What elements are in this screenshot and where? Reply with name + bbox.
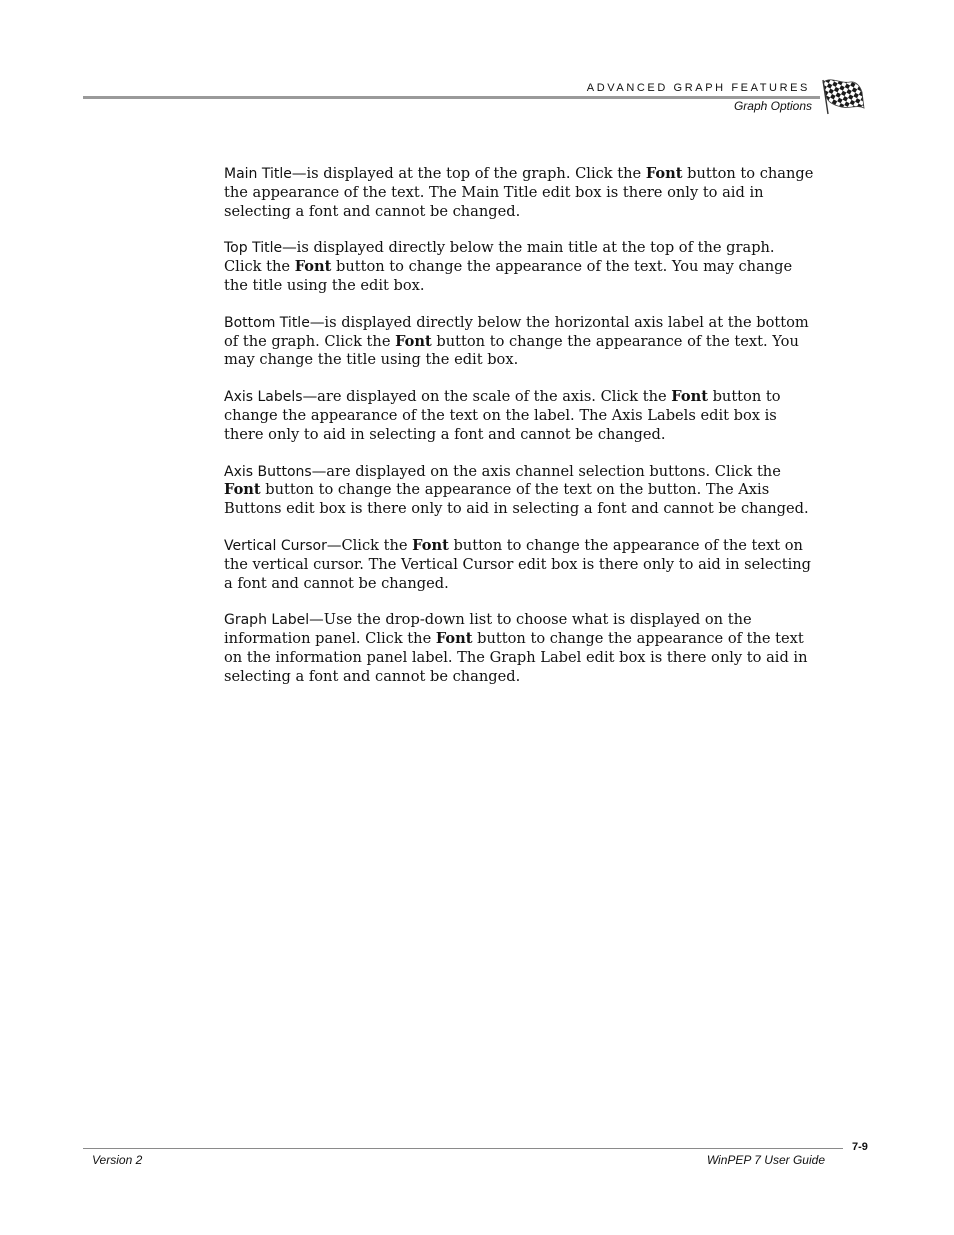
term-separator: —	[309, 611, 324, 629]
term-label: Vertical Cursor	[224, 537, 327, 554]
font-keyword: Font	[395, 332, 432, 350]
paragraph-text: is displayed directly below the main title at the top of the graph. Click the	[224, 239, 775, 276]
font-keyword: Font	[412, 536, 449, 554]
term-separator: —	[282, 239, 297, 257]
term-separator: —	[309, 313, 325, 331]
paragraph-text: are displayed on the axis channel selection buttons. Click the	[326, 462, 781, 480]
paragraph-text: is displayed directly below the horizontal axis label at the bottom of the graph. Click the	[224, 313, 809, 350]
paragraph-text: are displayed on the scale of the axis. Click the	[317, 388, 672, 406]
term-separator: —	[311, 462, 327, 480]
paragraph-axis-labels	[224, 388, 814, 444]
paragraph-text: is displayed at the top of the graph. Click the	[306, 165, 646, 182]
paragraph-main-title	[224, 165, 814, 221]
footer-version: Version 2	[92, 1153, 143, 1167]
term-label: Graph Label	[224, 612, 310, 629]
body-content	[224, 165, 814, 705]
paragraph-text: button to change the appearance of the text. You may change the title using the edit box.	[224, 258, 793, 294]
term-label: Bottom Title	[224, 314, 310, 331]
paragraph-text: Use the drop-down list to choose what is displayed on the information panel. Click the	[224, 611, 752, 648]
paragraph-graph-label	[224, 611, 814, 686]
paragraph-text: Click the	[341, 536, 413, 554]
paragraph-text: button to change the appearance of the text on the information panel label. The Graph Label edit box is there only to aid in selecting a font and cannot be changed.	[224, 630, 808, 685]
checkered-flag-icon	[820, 74, 866, 116]
term-separator: —	[291, 165, 307, 182]
section-subtitle: Graph Options	[733, 99, 812, 113]
paragraph-text: button to change the appearance of the text on the label. The Axis Labels edit box is there only to aid in selecting a font and cannot be changed.	[224, 388, 781, 443]
page-number: 7-9	[852, 1141, 868, 1153]
paragraph-text: button to change the appearance of the text on the button. The Axis Buttons edit box is there only to aid in selecting a font and cannot be changed.	[224, 481, 809, 518]
term-label: Top Title	[224, 240, 283, 257]
paragraph-vertical-cursor	[224, 537, 814, 593]
term-label: Axis Labels	[224, 389, 303, 406]
font-keyword: Font	[671, 388, 708, 406]
term-label: Axis Buttons	[224, 463, 312, 480]
term-separator: —	[302, 388, 318, 406]
paragraph-top-title	[224, 239, 814, 295]
paragraph-axis-buttons	[224, 463, 814, 519]
footer-guide-title: WinPEP 7 User Guide	[706, 1153, 825, 1167]
font-keyword: Font	[224, 481, 261, 499]
footer-rule	[83, 1148, 843, 1149]
paragraph-text: button to change the appearance of the text on the vertical cursor. The Vertical Cursor edit box is there only to aid in selecting a font and cannot be changed.	[224, 536, 811, 592]
header-rule	[83, 96, 820, 99]
font-keyword: Font	[435, 630, 473, 648]
term-label: Main Title	[224, 166, 292, 182]
paragraph-bottom-title	[224, 314, 814, 370]
paragraph-text: button to change the appearance of the text. The Main Title edit box is there only to aid in selecting a font and cannot be changed.	[224, 165, 814, 220]
font-keyword: Font	[294, 258, 332, 276]
font-keyword: Font	[645, 165, 683, 182]
paragraph-text: button to change the appearance of the text. You may change the title using the edit box.	[224, 332, 799, 369]
section-title: ADVANCED GRAPH FEATURES	[586, 82, 810, 94]
term-separator: —	[326, 536, 342, 554]
